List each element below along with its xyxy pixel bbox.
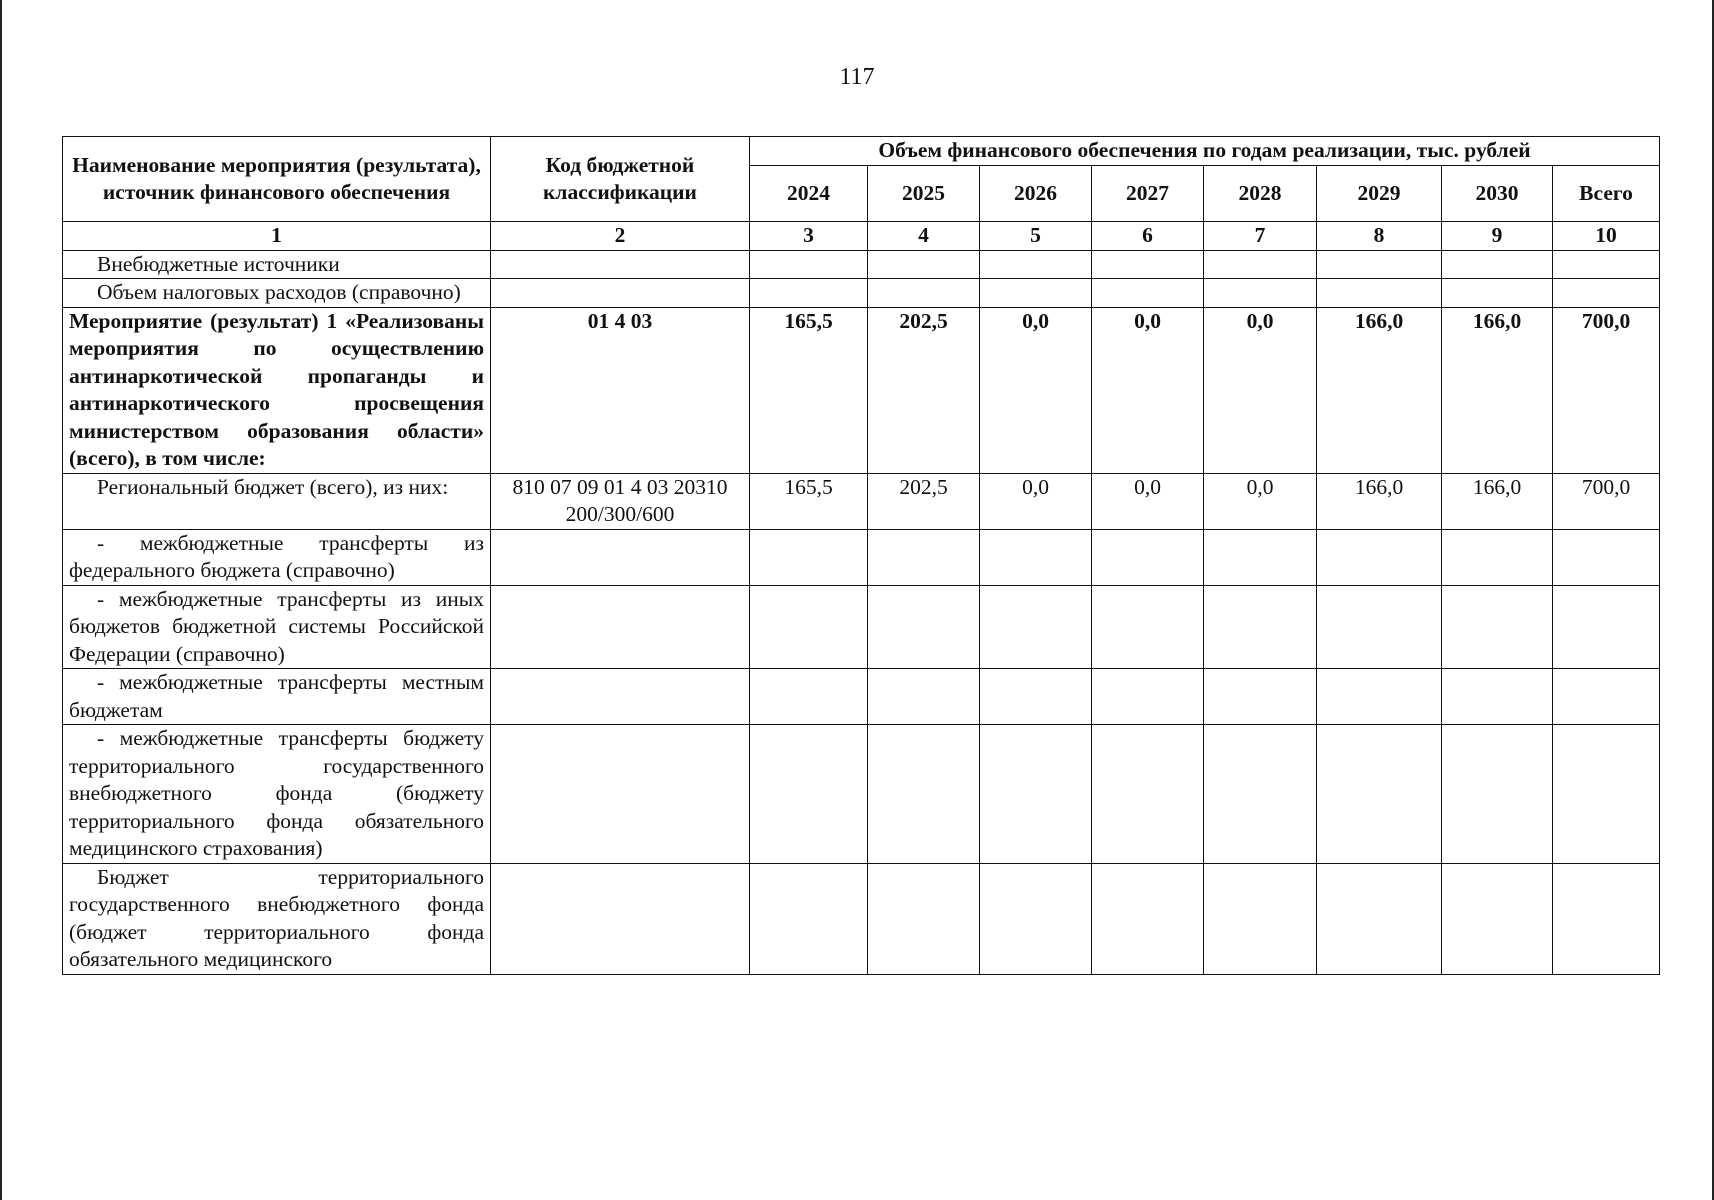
row-value: 0,0 <box>980 307 1092 473</box>
page-edge-left <box>0 0 2 1200</box>
row-value <box>750 863 868 974</box>
header-total: Всего <box>1553 166 1660 222</box>
row-value <box>1092 669 1204 725</box>
row-value <box>980 585 1092 669</box>
page-number: 117 <box>839 64 875 90</box>
row-value: 166,0 <box>1317 473 1442 529</box>
header-year: 2024 <box>750 166 868 222</box>
row-code <box>491 529 750 585</box>
financing-table <box>62 136 1660 975</box>
column-number: 8 <box>1317 222 1442 251</box>
header-year: 2029 <box>1317 166 1442 222</box>
row-value <box>1204 250 1317 279</box>
column-number: 7 <box>1204 222 1317 251</box>
row-value <box>980 250 1092 279</box>
row-value <box>1092 529 1204 585</box>
row-value <box>1204 863 1317 974</box>
row-code: 810 07 09 01 4 03 20310 200/300/600 <box>491 473 750 529</box>
row-name: Региональный бюджет (всего), из них: <box>63 473 491 529</box>
row-value <box>1442 863 1553 974</box>
row-value: 165,5 <box>750 307 868 473</box>
row-name: Бюджет территориального государственного внебюджетного фонда (бюджет территориального фонда обязательного медицинского <box>63 863 491 974</box>
row-name: - межбюджетные трансферты бюджету территориального государственного внебюджетного фонда (бюджету территориального фонда обязательного медицинского страхования) <box>63 725 491 864</box>
header-year: 2025 <box>868 166 980 222</box>
row-name: Внебюджетные источники <box>63 250 491 279</box>
column-number: 3 <box>750 222 868 251</box>
row-value <box>980 279 1092 308</box>
table-row <box>63 585 1660 669</box>
row-value: 700,0 <box>1553 473 1660 529</box>
row-value <box>1442 529 1553 585</box>
row-value: 166,0 <box>1442 307 1553 473</box>
row-value <box>1553 669 1660 725</box>
table-row <box>63 863 1660 974</box>
column-number: 10 <box>1553 222 1660 251</box>
row-value: 0,0 <box>1204 307 1317 473</box>
column-number: 6 <box>1092 222 1204 251</box>
row-code: 01 4 03 <box>491 307 750 473</box>
row-value <box>1553 725 1660 864</box>
header-name: Наименование мероприятия (результата), источник финансового обеспечения <box>63 137 491 222</box>
header-year: 2027 <box>1092 166 1204 222</box>
row-value: 202,5 <box>868 473 980 529</box>
row-value <box>868 669 980 725</box>
row-value <box>750 529 868 585</box>
row-value: 202,5 <box>868 307 980 473</box>
row-value <box>1204 669 1317 725</box>
row-value <box>1442 669 1553 725</box>
row-name: - межбюджетные трансферты местным бюджетам <box>63 669 491 725</box>
row-value <box>868 250 980 279</box>
row-value <box>1317 863 1442 974</box>
column-number: 4 <box>868 222 980 251</box>
header-financing-group: Объем финансового обеспечения по годам реализации, тыс. рублей <box>750 137 1660 166</box>
row-value <box>1092 279 1204 308</box>
row-value: 0,0 <box>980 473 1092 529</box>
row-value <box>1092 863 1204 974</box>
row-value <box>1553 279 1660 308</box>
row-code <box>491 669 750 725</box>
row-value <box>750 250 868 279</box>
header-year: 2026 <box>980 166 1092 222</box>
row-value <box>1317 529 1442 585</box>
header-code: Код бюджетной классификации <box>491 137 750 222</box>
column-number: 5 <box>980 222 1092 251</box>
row-value <box>750 279 868 308</box>
row-value: 165,5 <box>750 473 868 529</box>
row-code <box>491 863 750 974</box>
table-row <box>63 250 1660 279</box>
row-value <box>1092 725 1204 864</box>
table-row <box>63 669 1660 725</box>
header-year: 2030 <box>1442 166 1553 222</box>
row-value <box>1442 250 1553 279</box>
row-code <box>491 585 750 669</box>
row-value <box>868 529 980 585</box>
column-number: 9 <box>1442 222 1553 251</box>
column-number: 2 <box>491 222 750 251</box>
row-value: 166,0 <box>1442 473 1553 529</box>
column-number-row <box>63 222 1660 251</box>
row-value <box>980 725 1092 864</box>
row-value <box>980 529 1092 585</box>
row-value: 166,0 <box>1317 307 1442 473</box>
row-value <box>1317 279 1442 308</box>
row-value <box>980 863 1092 974</box>
row-value <box>1553 863 1660 974</box>
table-row <box>63 279 1660 308</box>
row-value <box>868 279 980 308</box>
row-value <box>1204 279 1317 308</box>
table-row <box>63 307 1660 473</box>
row-name: Мероприятие (результат) 1 «Реализованы мероприятия по осуществлению антинаркотической пропаганды и антинаркотического просвещения министерством образования области» (всего), в том числе: <box>63 307 491 473</box>
row-value <box>750 585 868 669</box>
row-value: 700,0 <box>1553 307 1660 473</box>
header-year: 2028 <box>1204 166 1317 222</box>
row-name: - межбюджетные трансферты из иных бюджетов бюджетной системы Российской Федерации (справочно) <box>63 585 491 669</box>
row-value <box>980 669 1092 725</box>
row-value <box>1553 529 1660 585</box>
row-value <box>1442 725 1553 864</box>
row-code <box>491 250 750 279</box>
table-row <box>63 529 1660 585</box>
row-code <box>491 279 750 308</box>
row-value <box>1204 585 1317 669</box>
row-value: 0,0 <box>1204 473 1317 529</box>
row-value: 0,0 <box>1092 473 1204 529</box>
row-name: - межбюджетные трансферты из федерального бюджета (справочно) <box>63 529 491 585</box>
row-value <box>1092 250 1204 279</box>
row-value <box>1442 585 1553 669</box>
row-value <box>1317 250 1442 279</box>
row-value <box>868 725 980 864</box>
row-value: 0,0 <box>1092 307 1204 473</box>
row-code <box>491 725 750 864</box>
row-name: Объем налоговых расходов (справочно) <box>63 279 491 308</box>
column-number: 1 <box>63 222 491 251</box>
row-value <box>1204 529 1317 585</box>
table-row <box>63 725 1660 864</box>
row-value <box>1317 725 1442 864</box>
row-value <box>1442 279 1553 308</box>
table-row <box>63 473 1660 529</box>
row-value <box>1553 585 1660 669</box>
row-value <box>1317 585 1442 669</box>
row-value <box>1092 585 1204 669</box>
row-value <box>868 585 980 669</box>
row-value <box>1204 725 1317 864</box>
row-value <box>868 863 980 974</box>
row-value <box>1317 669 1442 725</box>
row-value <box>750 669 868 725</box>
row-value <box>750 725 868 864</box>
row-value <box>1553 250 1660 279</box>
